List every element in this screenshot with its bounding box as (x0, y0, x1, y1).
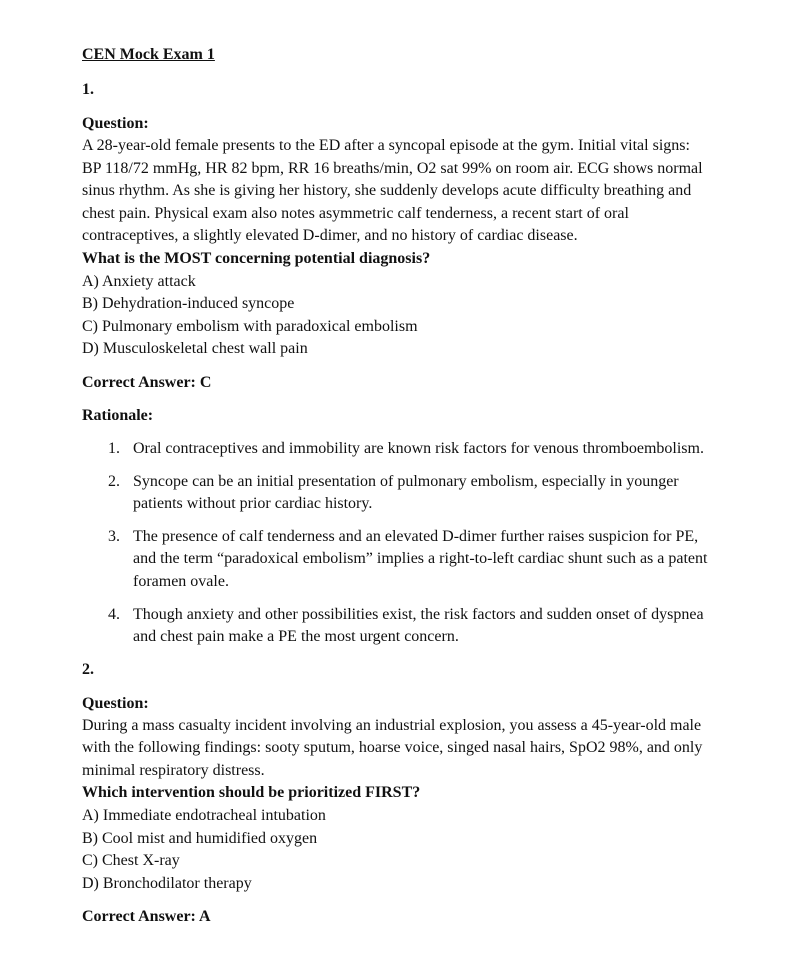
rationale-number: 1. (108, 439, 120, 457)
stem-line: During a mass casualty incident involving an industrial explosion, you assess a 45-year-old male (82, 716, 702, 734)
rationale-item (82, 471, 762, 516)
question-stem (82, 715, 762, 783)
rationale-item (82, 526, 762, 594)
option-c: C) Chest X-ray (82, 852, 180, 870)
correct-answer: Correct Answer: A (82, 908, 211, 926)
rationale-line: The presence of calf tenderness and an elevated D-dimer further raises suspicion for PE, (133, 527, 699, 545)
option-a: A) Immediate endotracheal intubation (82, 807, 326, 825)
option-d: D) Bronchodilator therapy (82, 874, 252, 892)
question-1 (82, 79, 762, 649)
rationale-number: 2. (108, 472, 120, 490)
stem-line: with the following findings: sooty sputum, hoarse voice, singed nasal hairs, SpO2 98%, and only (82, 739, 703, 757)
rationale-list (82, 438, 762, 649)
rationale-label: Rationale: (82, 406, 154, 424)
rationale-line: and the term “paradoxical embolism” implies a right-to-left cardiac shunt such as a patent (133, 550, 708, 568)
question-stem (82, 135, 762, 248)
question-number: 1. (82, 81, 94, 98)
answer-options (82, 805, 762, 895)
question-prompt: What is the MOST concerning potential diagnosis? (82, 249, 431, 267)
rationale-number: 4. (108, 605, 120, 623)
question-prompt: Which intervention should be prioritized FIRST? (82, 784, 421, 802)
answer-options (82, 271, 762, 361)
rationale-line: foramen ovale. (133, 572, 229, 590)
rationale-line: Oral contraceptives and immobility are known risk factors for venous thromboembolism. (133, 439, 704, 457)
stem-line: minimal respiratory distress. (82, 761, 265, 779)
stem-line: A 28-year-old female presents to the ED after a syncopal episode at the gym. Initial vital signs: (82, 137, 690, 154)
correct-answer: Correct Answer: C (82, 373, 212, 391)
question-label: Question: (82, 694, 149, 712)
question-label: Question: (82, 115, 149, 132)
option-b: B) Dehydration-induced syncope (82, 295, 295, 313)
rationale-line: and chest pain make a PE the most urgent concern. (133, 628, 459, 646)
stem-line: BP 118/72 mmHg, HR 82 bpm, RR 16 breaths/min, O2 sat 99% on room air. ECG shows normal (82, 159, 703, 177)
rationale-line: patients without prior cardiac history. (133, 495, 373, 513)
stem-line: chest pain. Physical exam also notes asymmetric calf tenderness, a recent start of oral (82, 204, 629, 222)
question-2 (82, 659, 762, 929)
rationale-number: 3. (108, 527, 120, 545)
rationale-item (82, 604, 762, 649)
option-c: C) Pulmonary embolism with paradoxical embolism (82, 317, 418, 335)
option-a: A) Anxiety attack (82, 272, 196, 290)
document-title: CEN Mock Exam 1 (82, 46, 215, 63)
rationale-line: Syncope can be an initial presentation of pulmonary embolism, especially in younger (133, 472, 679, 490)
option-b: B) Cool mist and humidified oxygen (82, 829, 318, 847)
rationale-line: Though anxiety and other possibilities exist, the risk factors and sudden onset of dyspnea (133, 605, 704, 623)
stem-line: sinus rhythm. As she is giving her history, she suddenly develops acute difficulty breathing and (82, 182, 692, 200)
stem-line: contraceptives, a slightly elevated D-dimer, and no history of cardiac disease. (82, 227, 578, 245)
rationale-item (82, 438, 762, 461)
question-number: 2. (82, 660, 94, 678)
option-d: D) Musculoskeletal chest wall pain (82, 340, 308, 358)
